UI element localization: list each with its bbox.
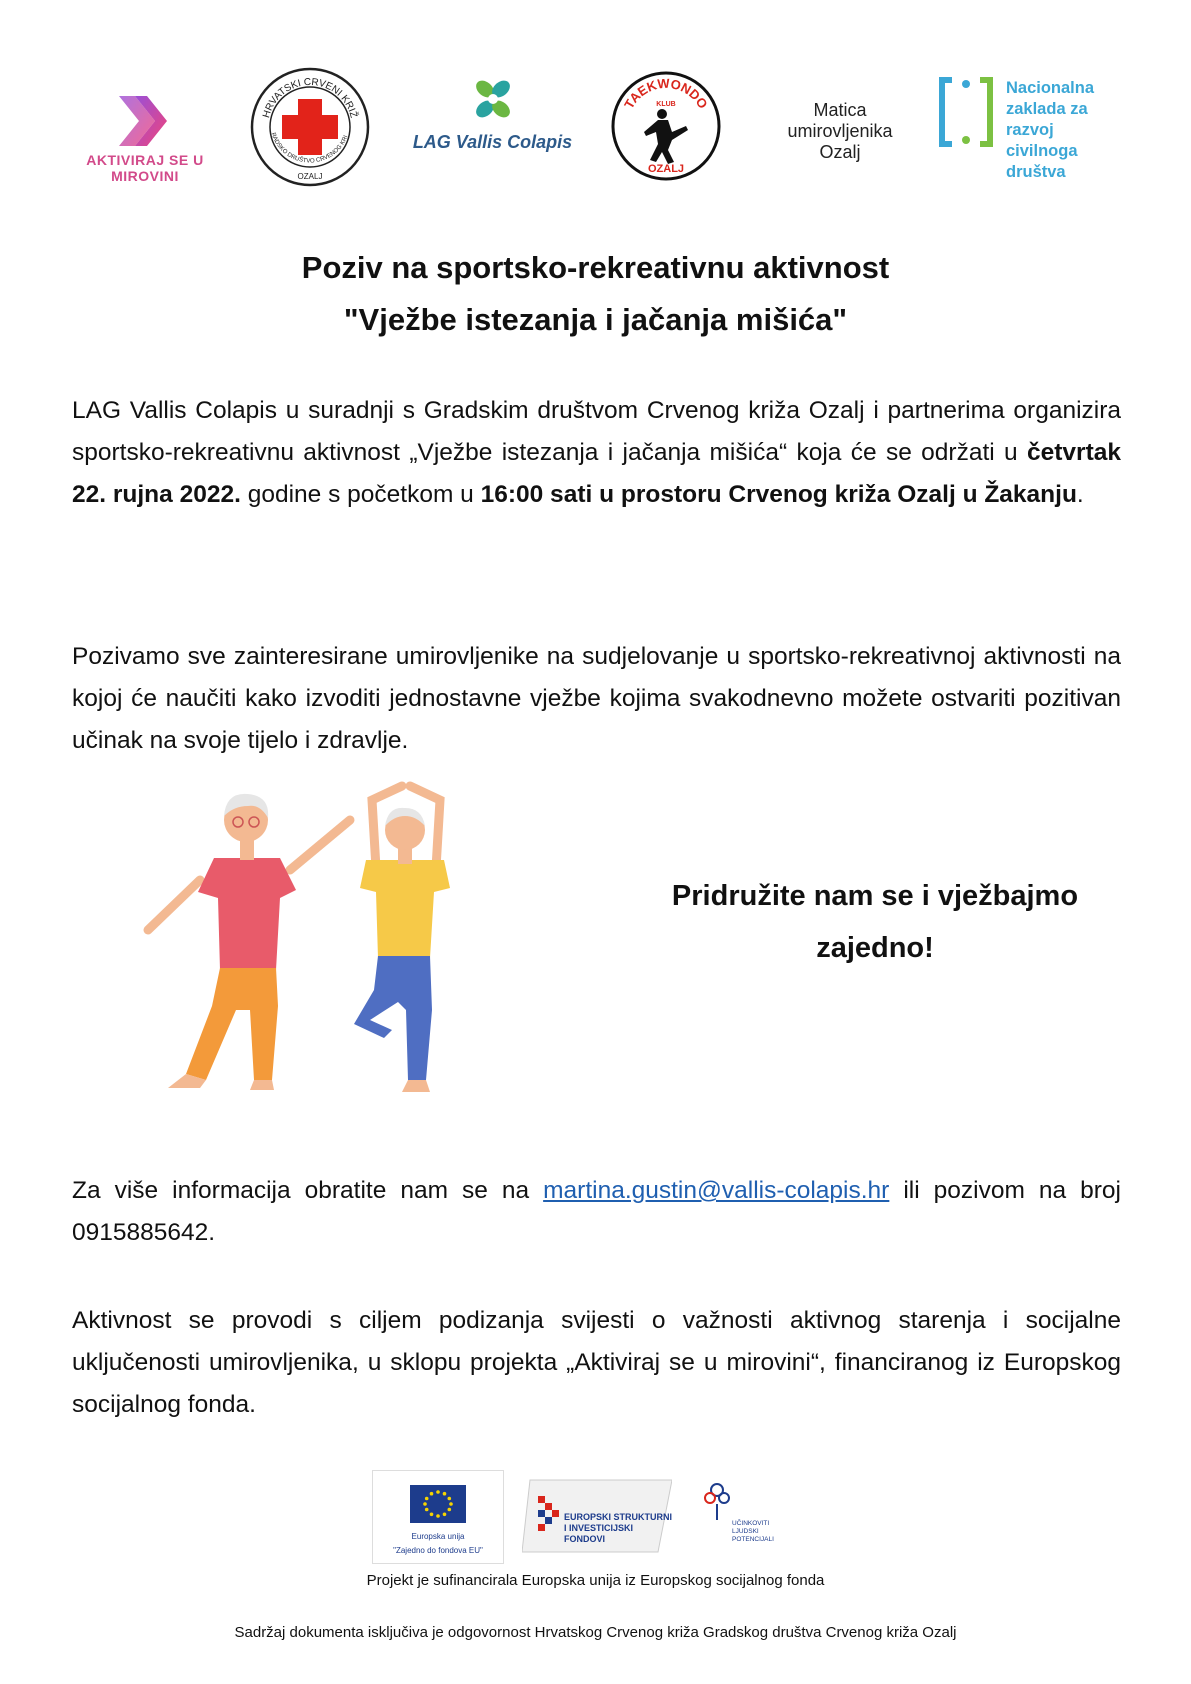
esf-logo <box>702 1476 792 1556</box>
eu-flag-icon <box>410 1485 466 1523</box>
lag-flower-icon <box>463 75 523 125</box>
aktiviraj-line1: AKTIVIRAJ SE U <box>86 152 204 168</box>
partner-logos <box>70 60 1130 200</box>
nzrcd-line4: civilnoga <box>1006 142 1078 160</box>
nzrcd-line1: Nacionalna <box>1006 79 1095 97</box>
footer-disclaimer: Sadržaj dokumenta isključiva je odgovornost Hrvatskog Crvenog križa Gradskog društva Crvenog križa Ozalj <box>234 1624 957 1641</box>
project-paragraph: Aktivnost se provodi s ciljem podizanja svijesti o važnosti aktivnog starenja i socijalne uključenosti umirovljenika, u sklopu projekta „Aktiviraj se u mirovini“, financiranog iz Europskog socijalnog fonda. <box>72 1307 1121 1418</box>
redcross-ring-top: HRVATSKI CRVENI KRIŽ <box>261 76 359 120</box>
title-line2: "Vježbe istezanja i jačanja mišića" <box>343 302 848 337</box>
taekwondo-klub-text: KLUB <box>656 101 676 108</box>
invitation-paragraph: Pozivamo sve zainteresirane umirovljenike na sudjelovanje u sportsko-rekreativnoj aktivnosti na kojoj će naučiti kako izvoditi jednostavne vježbe kojima svakodnevno možete ostvariti pozitivan učinak na svoje tijelo i zdravlje. <box>72 643 1121 754</box>
esi-line2: I INVESTICIJSKI FONDOVI <box>564 1523 634 1544</box>
esf-line2: LJUDSKI <box>732 1528 759 1535</box>
taekwondo-ozalj-text: OZALJ <box>647 163 685 175</box>
intro-paragraph <box>72 390 1121 516</box>
esf-flower-icon <box>702 1480 732 1520</box>
eu-caption-2: "Zajedno do fondova EU" <box>393 1546 483 1555</box>
intro-text-2: godine s početkom u <box>240 481 481 508</box>
taekwondo-top-text: TAEKWONDO <box>621 75 711 112</box>
senior-woman-figure <box>148 794 350 1090</box>
contact-text-before: Za više informacija obratite nam se na <box>72 1177 544 1204</box>
join-us-line1: Pridružite nam se i vježbajmo <box>671 880 1079 912</box>
nzrcd-line2: zaklada za <box>1006 100 1088 118</box>
nacionalna-zaklada-logo <box>938 70 1128 200</box>
contact-text-after: ili pozivom na broj 0915885642. <box>72 1177 1122 1246</box>
aktiviraj-se-u-mirovini-logo <box>80 90 210 200</box>
esf-line1: UČINKOVITI <box>732 1520 770 1527</box>
eu-flag-logo <box>372 1470 504 1564</box>
matica-line1: Matica <box>813 100 867 120</box>
nzrcd-line3: razvoj <box>1006 121 1054 139</box>
lag-name: LAG Vallis Colapis <box>412 132 573 152</box>
matica-line3: Ozalj <box>819 142 861 162</box>
event-time-place: 16:00 sati u prostoru Crvenog križa Ozalj u Žakanju <box>480 481 1077 508</box>
eu-funds-logo-strip <box>372 1470 812 1562</box>
arrows-icon <box>115 90 175 152</box>
taekwondo-klub-ozalj-logo <box>610 70 722 182</box>
esi-funds-logo <box>522 1476 672 1556</box>
event-date: četvrtak 22. rujna 2022. <box>72 439 1121 508</box>
footer-cofinanced: Projekt je sufinancirala Europska unija iz Europskog socijalnog fonda <box>366 1572 825 1589</box>
title-line1: Poziv na sportsko-rekreativnu aktivnost <box>301 250 890 285</box>
eu-caption-1: Europska unija <box>411 1532 465 1541</box>
contact-email-link[interactable]: martina.gustin@vallis-colapis.hr <box>543 1177 890 1204</box>
esf-line3: POTENCIJALI <box>732 1536 774 1543</box>
lag-vallis-colapis-logo <box>405 75 580 165</box>
aktiviraj-line2: MIROVINI <box>111 168 179 184</box>
join-us-line2: zajedno! <box>816 932 934 964</box>
intro-text-end: . <box>1076 481 1084 508</box>
redcross-ring-base: OZALJ <box>297 172 323 181</box>
senior-man-figure <box>354 786 450 1092</box>
page-title <box>0 242 1191 346</box>
intro-text-1: LAG Vallis Colapis u suradnji s Gradskim društvom Crvenog križa Ozalj i partnerima organizira sportsko-rekreativnu aktivnost „Vježbe istezanja i jačanja mišića“ koja će se održati u <box>72 397 1121 466</box>
redcross-ring-bottom: RADSKO DRUŠTVO CRVENOG KRI <box>269 132 350 165</box>
matica-line2: umirovljenika <box>787 121 893 141</box>
bracket-icon <box>938 76 994 148</box>
red-cross-ozalj-logo <box>248 65 372 189</box>
contact-paragraph <box>72 1170 1121 1254</box>
nzrcd-line5: društva <box>1006 163 1066 181</box>
exercising-seniors-illustration <box>140 780 490 1120</box>
join-us-callout <box>640 870 1110 974</box>
matica-umirovljenika-ozalj-logo <box>770 100 910 163</box>
esi-line1: EUROPSKI STRUKTURNI <box>564 1512 673 1522</box>
